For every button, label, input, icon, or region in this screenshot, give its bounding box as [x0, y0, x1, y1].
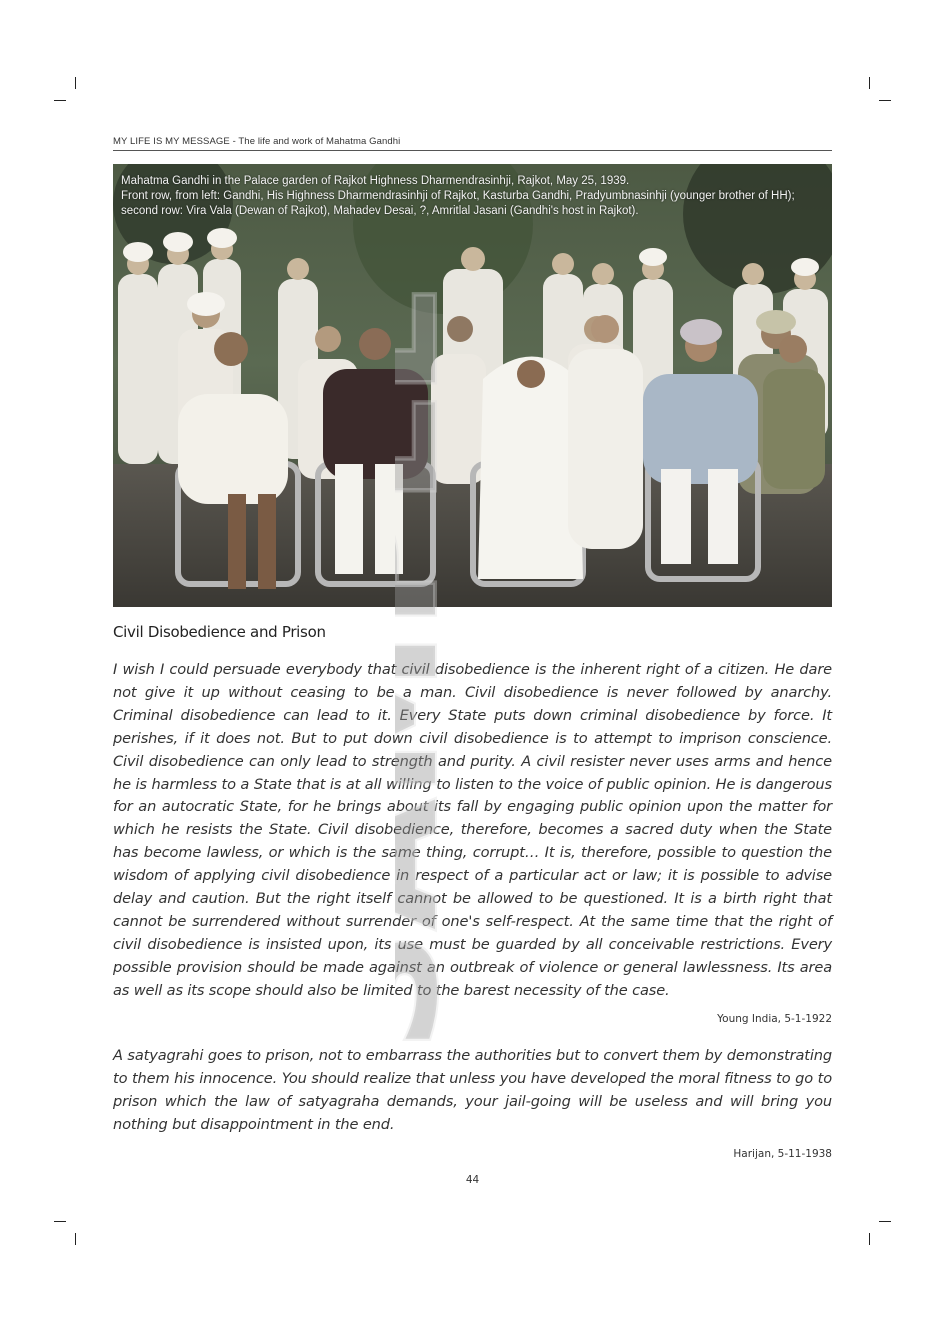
running-head: MY LIFE IS MY MESSAGE - The life and work of Mahatma Gandhi — [113, 136, 401, 147]
quote-source: Harijan, 5-11-1938 — [733, 1148, 832, 1160]
watermark-text: SAMPLE — [395, 370, 471, 1052]
group-photo — [113, 164, 832, 607]
photo-illustration — [113, 164, 832, 607]
crop-mark — [869, 77, 870, 89]
crop-mark — [75, 77, 76, 89]
crop-mark — [869, 1233, 870, 1245]
crop-mark — [879, 100, 891, 101]
quote-source: Young India, 5-1-1922 — [717, 1013, 832, 1025]
caption-line-1: Mahatma Gandhi in the Palace garden of Rajkot Highness Dharmendrasinhji, Rajkot, May 25, 1939. — [121, 175, 630, 187]
page-number: 44 — [465, 1174, 480, 1186]
quote-paragraph: I wish I could persuade everybody that civil disobedience is the inherent right of a citizen. He dare not give it up without ceasing to be a man. Civil disobedience is never followed by anarchy. Criminal disobedience can lead to it. Every State puts down criminal disobedience by force. It perishes, if it does not. But to put down civil disobedience is to attempt to imprison conscience. Civil disobedience can only lead to strength and purity. A civil resister never uses arms and hence he is harmless to a State that is at all willing to listen to the voice of public opinion. He is dangerous for an autocratic State, for he brings about its fall by engaging public opinion upon the matter for which he resists the State. Civil disobedience, therefore, becomes a sacred duty when the State has become lawless, or which is the same thing, corrupt… It is, therefore, possible to question the wisdom of applying civil disobedience in respect of a particular act or law; it is possible to advise delay and caution. But the right itself cannot be allowed to be questioned. It is a birth right that cannot be surrendered without surrender of one's self-respect. At the same time that the right of civil disobedience is insisted upon, its use must be guarded by all conceivable restrictions. Every possible provision should be made against an outbreak of violence or general lawlessness. Its area as well as its scope should also be limited to the barest necessity of the case. — [113, 661, 832, 999]
photo-caption — [121, 174, 821, 219]
header-rule — [113, 150, 832, 151]
caption-line-2: Front row, from left: Gandhi, His Highness Dharmendrasinhji of Rajkot, Kasturba Gandhi, Pradyumbnasinhji (younger brother of HH); second row: Vira Vala (Dewan of Rajkot), Mahadev Desai, ?, Amritlal Jasani (Gandhi's host in Rajkot). — [121, 190, 795, 217]
crop-mark — [54, 1221, 66, 1222]
crop-mark — [879, 1221, 891, 1222]
crop-mark — [54, 100, 66, 101]
quote-paragraph: A satyagrahi goes to prison, not to embarrass the authorities but to convert them by demonstrating to them his innocence. You should realize that unless you have developed the moral fitness to go to prison which the law of satyagraha demands, your jail-going will be useless and will bring you nothing but disappointment in the end. — [113, 1047, 832, 1133]
section-title: Civil Disobedience and Prison — [113, 623, 326, 641]
crop-mark — [75, 1233, 76, 1245]
